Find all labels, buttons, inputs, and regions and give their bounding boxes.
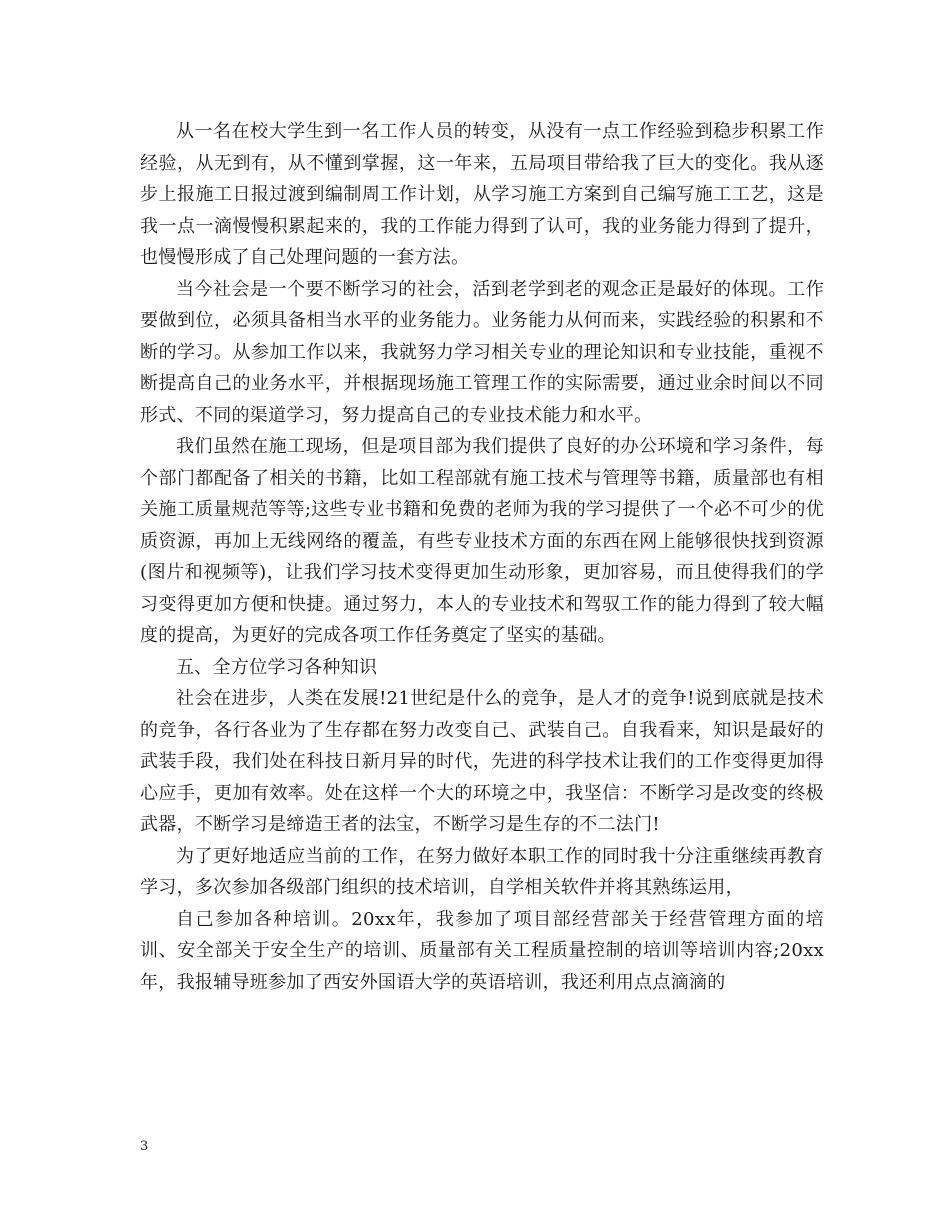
paragraph-5: 为了更好地适应当前的工作，在努力做好本职工作的同时我十分注重继续再教育学习，多次参加各级部门组织的技术培训，自学相关软件并将其熟练运用， <box>140 845 824 898</box>
document-body <box>140 116 824 998</box>
paragraph-4: 社会在进步，人类在发展!21世纪是什么的竞争，是人才的竞争!说到底就是技术的竞争，各行各业为了生存都在努力改变自己、武装自己。自我看来，知识是最好的武装手段，我们处在科技日新月异的时代，先进的科学技术让我们的工作变得更加得心应手，更加有效率。处在这样一个大的环境之中，我坚信：不断学习是改变的终极武器，不断学习是缔造王者的法宝，不断学习是生存的不二法门! <box>140 688 824 835</box>
paragraph-6: 自己参加各种培训。20xx年，我参加了项目部经营部关于经营管理方面的培训、安全部关于安全生产的培训、质量部有关工程质量控制的培训等培训内容;20xx年，我报辅导班参加了西安外国语大学的英语培训，我还利用点点滴滴的 <box>140 908 824 993</box>
section-heading: 五、全方位学习各种知识 <box>176 656 378 678</box>
page-number: 3 <box>140 1139 149 1154</box>
paragraph-2: 当今社会是一个要不断学习的社会，活到老学到老的观念正是最好的体现。工作要做到位，必须具备相当水平的业务能力。业务能力从何而来，实践经验的积累和不断的学习。从参加工作以来，我就努力学习相关专业的理论知识和专业技能，重视不断提高自己的业务水平，并根据现场施工管理工作的实际需要，通过业余时间以不同形式、不同的渠道学习，努力提高自己的专业技术能力和水平。 <box>140 278 824 426</box>
paragraph-3: 我们虽然在施工现场，但是项目部为我们提供了良好的办公环境和学习条件，每个部门都配备了相关的书籍，比如工程部就有施工技术与管理等书籍，质量部也有相关施工质量规范等等;这些专业书籍和免费的老师为我的学习提供了一个必不可少的优质资源，再加上无线网络的覆盖，有些专业技术方面的东西在网上能够很快找到资源(图片和视频等)，让我们学习技术变得更加生动形象，更加容易，而且使得我们的学习变得更加方便和快捷。通过努力，本人的专业技术和驾驭工作的能力得到了较大幅度的提高，为更好的完成各项工作任务奠定了坚实的基础。 <box>140 436 824 646</box>
paragraph-1: 从一名在校大学生到一名工作人员的转变，从没有一点工作经验到稳步积累工作经验，从无到有，从不懂到掌握，这一年来，五局项目带给我了巨大的变化。我从逐步上报施工日报过渡到编制周工作计划，从学习施工方案到自己编写施工工艺，这是我一点一滴慢慢积累起来的，我的工作能力得到了认可，我的业务能力得到了提升，也慢慢形成了自己处理问题的一套方法。 <box>140 121 824 268</box>
